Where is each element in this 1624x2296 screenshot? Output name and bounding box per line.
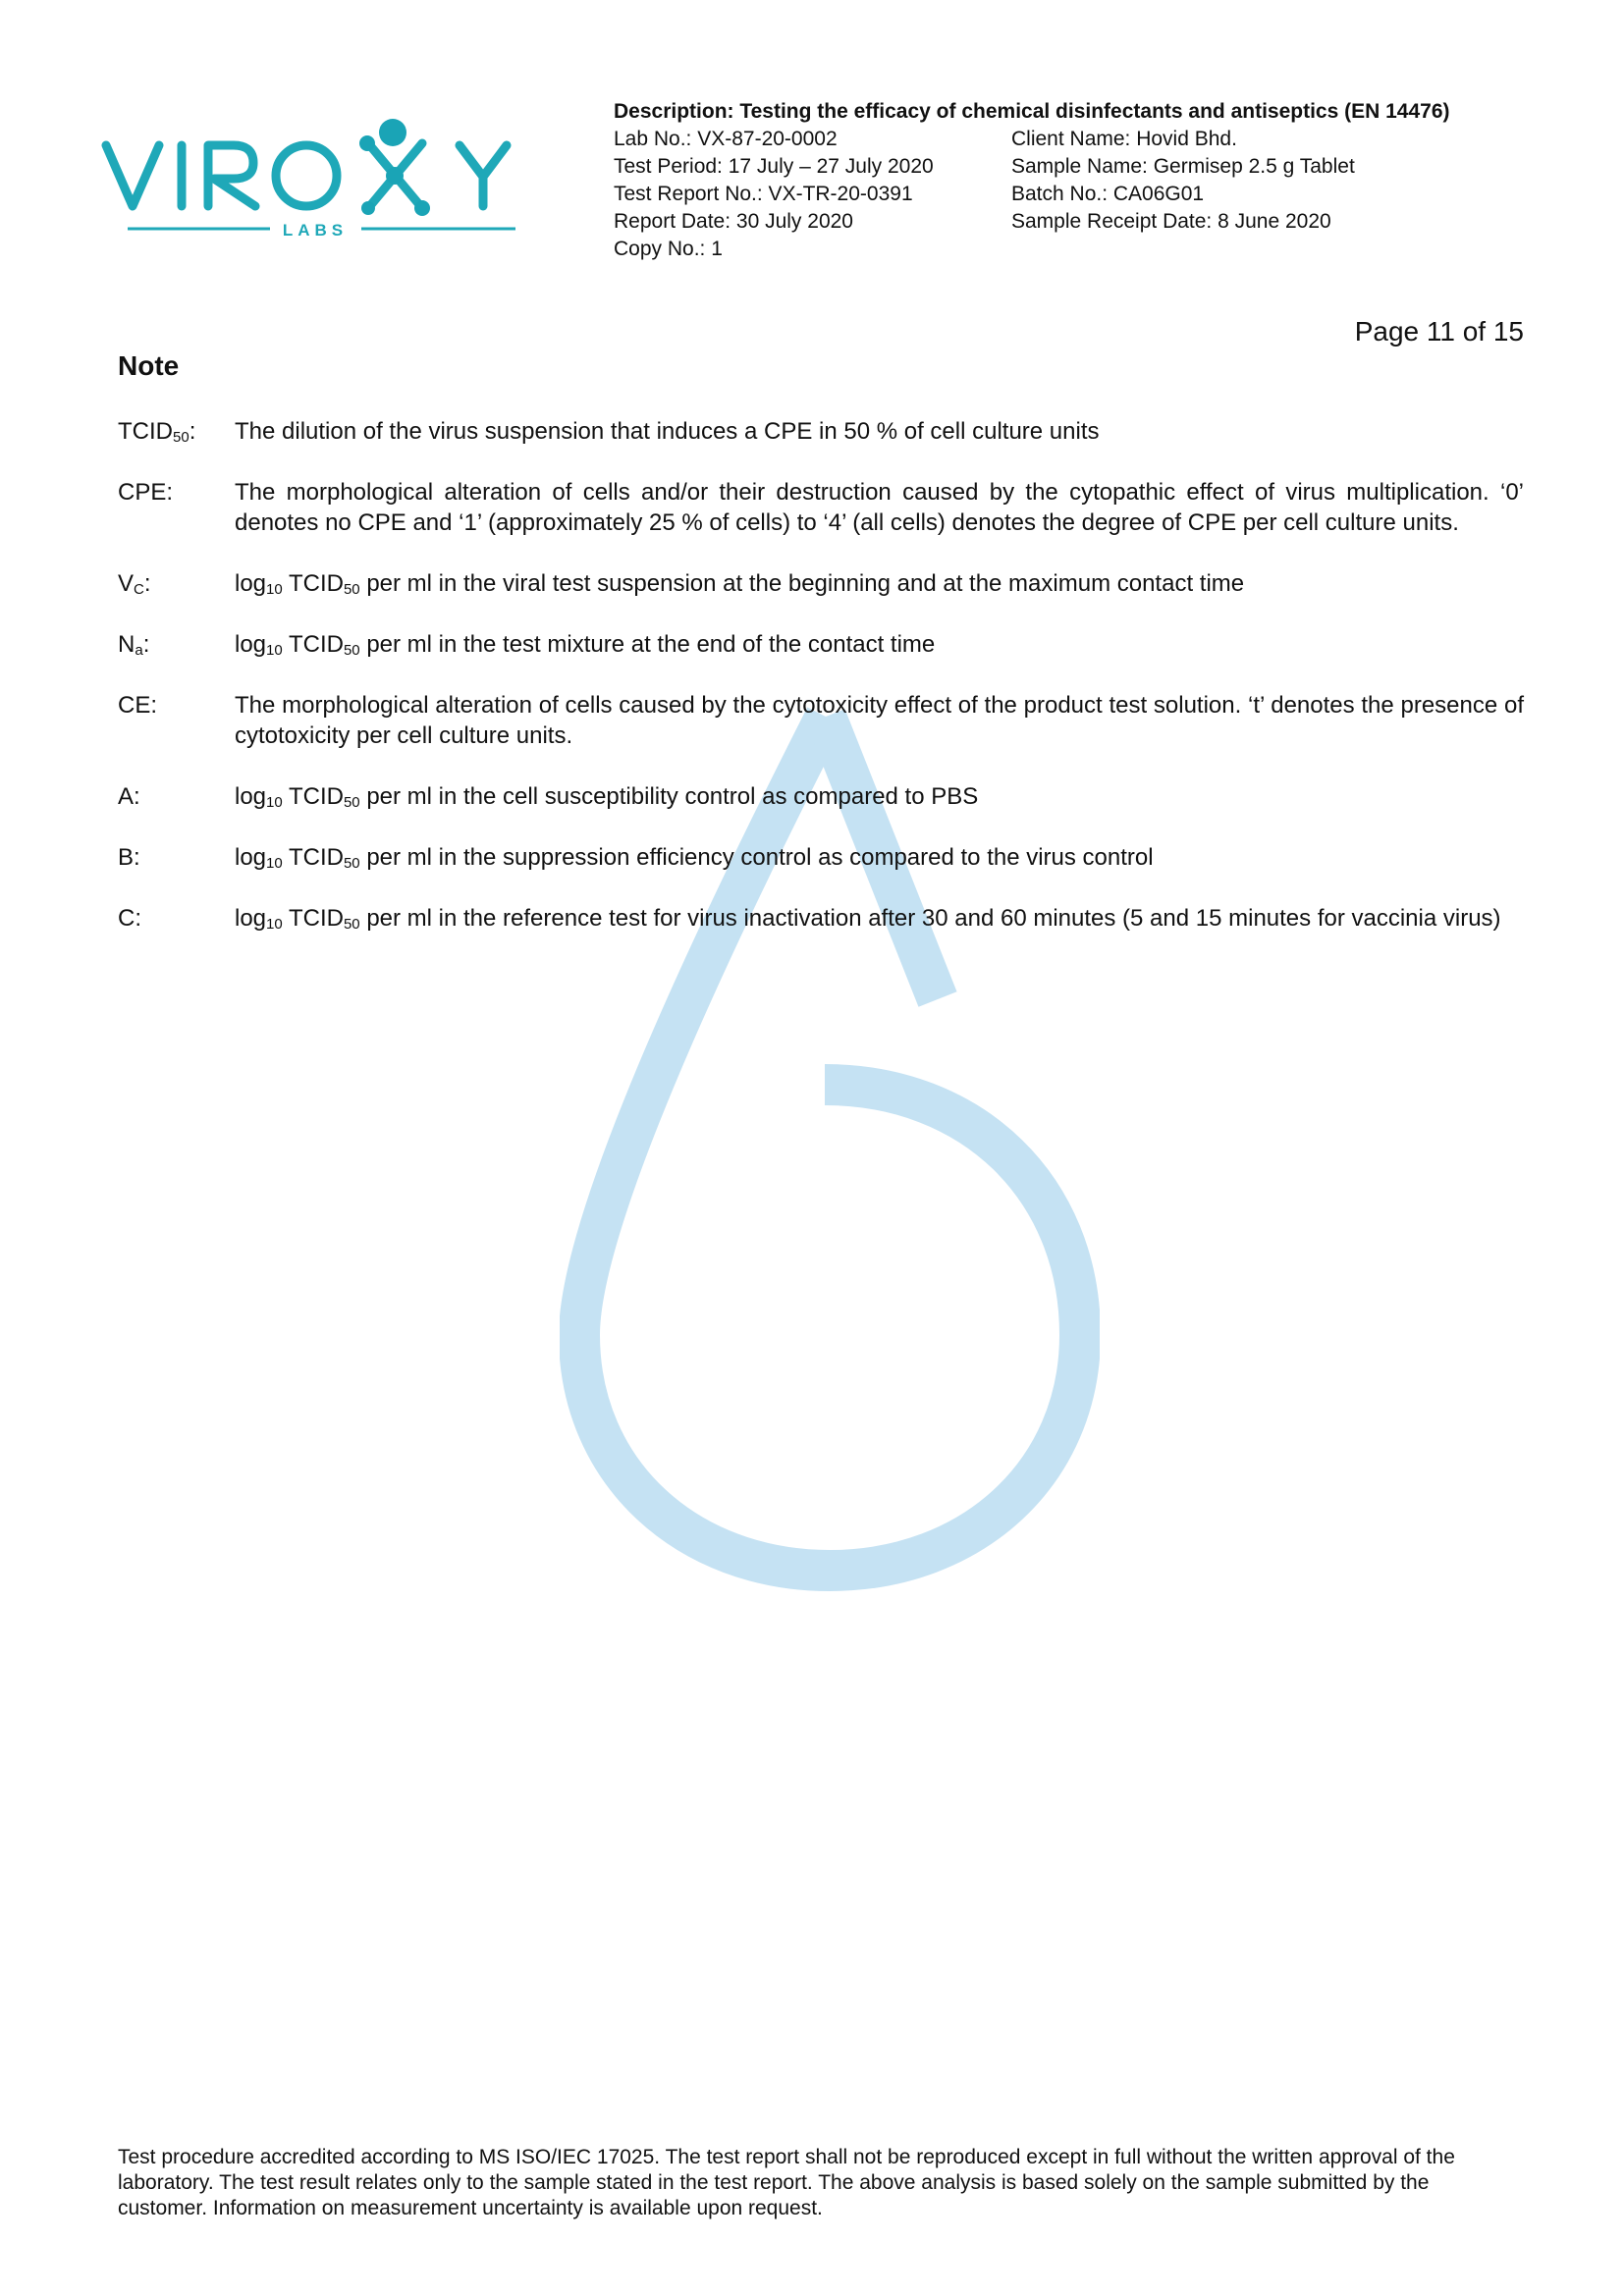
note-definition: $\log_{10}$ $TCID_{50}$ per ml in the reference test for virus inactivation after 30 and 60 minutes (5 and 15 minutes for vaccinia virus) xyxy=(235,905,1501,933)
note-item-b xyxy=(118,842,1524,873)
note-definition: The morphological alteration of cells caused by the cytotoxicity effect of the product test solution. ‘t’ denotes the presence of cytotoxicity per cell culture units. xyxy=(235,692,1524,749)
sample-receipt-date: Sample Receipt Date: 8 June 2020 xyxy=(1011,210,1331,233)
note-item-tcid50 xyxy=(118,416,1524,447)
report-date: Report Date: 30 July 2020 xyxy=(614,210,853,233)
copy-number: Copy No.: 1 xyxy=(614,238,723,260)
sample-name: Sample Name: Germisep 2.5 g Tablet xyxy=(1011,155,1355,178)
note-term: $N_a$: xyxy=(118,631,150,659)
accreditation-footer: Test procedure accredited according to MS ISO/IEC 17025. The test report shall not be reproduced except in full without the written approval of the laboratory. The test result relates only to the sample stated in the test report. The above analysis is based solely on the sample submitted by the customer. Information on measurement uncertainty is available upon request. xyxy=(118,2146,1455,2219)
note-term: $V_C$: xyxy=(118,570,151,598)
note-term: CE: xyxy=(118,692,158,719)
viroxy-labs-logo xyxy=(98,98,550,245)
note-definition: $\log_{10}$ $TCID_{50}$ per ml in the cell susceptibility control as compared to PBS xyxy=(235,783,979,811)
note-term: C: xyxy=(118,905,141,932)
note-item-cpe xyxy=(118,477,1524,538)
note-heading: Note xyxy=(118,350,180,381)
header-right-column xyxy=(1011,126,1355,263)
note-term: CPE: xyxy=(118,479,174,506)
note-item-vc xyxy=(118,568,1524,599)
note-definition: $\log_{10}$ $TCID_{50}$ per ml in the test mixture at the end of the contact time xyxy=(235,631,936,659)
note-term: A: xyxy=(118,783,140,810)
note-definition: The dilution of the virus suspension that induces a CPE in 50 % of cell culture units xyxy=(235,418,1100,445)
note-definition: The morphological alteration of cells and/or their destruction caused by the cytopathic effect of virus multiplication. ‘0’ denotes no CPE and ‘1’ (approximately 25 % of cells) to ‘4’ (all cells) denotes the degree of CPE per cell culture units. xyxy=(235,479,1524,536)
note-item-ce xyxy=(118,690,1524,751)
report-header xyxy=(614,98,1537,263)
note-term: $TCID_{50}$: xyxy=(118,418,196,446)
note-definition: $\log_{10}$ $TCID_{50}$ per ml in the viral test suspension at the beginning and at the maximum contact time xyxy=(235,570,1245,598)
batch-number: Batch No.: CA06G01 xyxy=(1011,183,1205,205)
test-period: Test Period: 17 July – 27 July 2020 xyxy=(614,155,934,178)
note-item-na xyxy=(118,629,1524,660)
note-item-c xyxy=(118,903,1524,934)
note-term: B: xyxy=(118,844,140,871)
note-item-a xyxy=(118,781,1524,812)
notes-list xyxy=(118,416,1524,964)
report-description: Description: Testing the efficacy of chemical disinfectants and antiseptics (EN 14476) xyxy=(614,100,1450,123)
lab-number: Lab No.: VX-87-20-0002 xyxy=(614,128,838,150)
page-number: Page 11 of 15 xyxy=(1354,316,1524,347)
test-report-number: Test Report No.: VX-TR-20-0391 xyxy=(614,183,913,205)
note-definition: $\log_{10}$ $TCID_{50}$ per ml in the suppression efficiency control as compared to the virus control xyxy=(235,844,1154,872)
svg-text:LABS: LABS xyxy=(282,221,349,240)
client-name: Client Name: Hovid Bhd. xyxy=(1011,128,1237,150)
header-left-column xyxy=(614,126,1011,263)
